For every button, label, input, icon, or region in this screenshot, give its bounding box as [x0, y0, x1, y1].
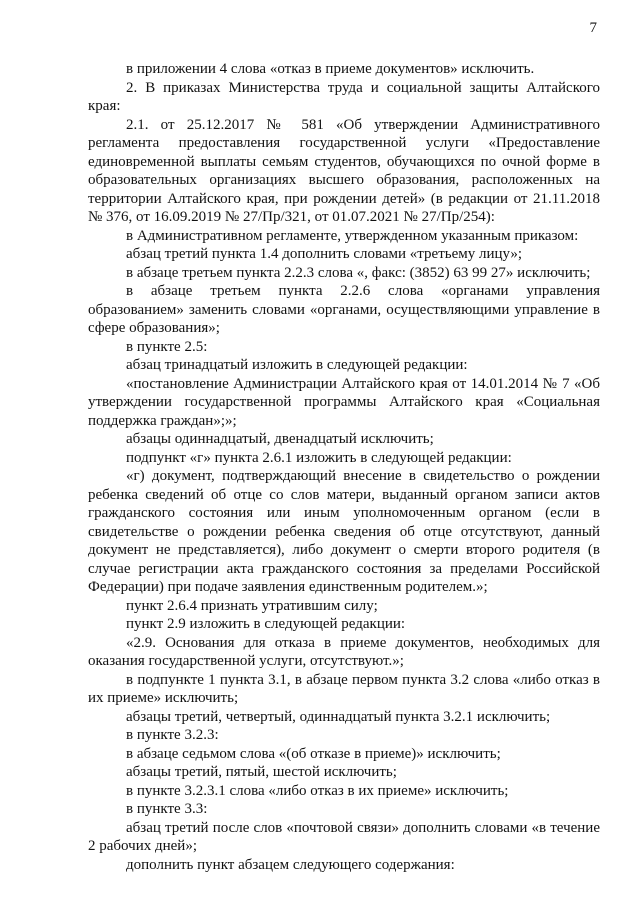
paragraph: абзац третий после слов «почтовой связи» дополнить словами «в течение 2 рабочих дней»; [88, 819, 600, 854]
paragraph: в абзаце седьмом слова «(об отказе в приеме)» исключить; [126, 745, 501, 762]
paragraph: абзацы третий, четвертый, одиннадцатый пункта 3.2.1 исключить; [126, 708, 551, 725]
paragraph: в пункте 3.2.3: [126, 727, 219, 743]
paragraph: «постановление Администрации Алтайского края от 14.01.2014 № 7 «Об утверждении государственной программы Алтайского края «Социальная поддержка граждан»;»; [88, 375, 600, 429]
paragraph: подпункт «г» пункта 2.6.1 изложить в следующей редакции: [126, 449, 512, 466]
paragraph: в пункте 2.5: [126, 338, 208, 355]
paragraph: «2.9. Основания для отказа в приеме документов, необходимых для оказания государственной услуги, отсутствуют.»; [88, 634, 600, 669]
paragraph: в подпункте 1 пункта 3.1, в абзаце первом пункта 3.2 слова «либо отказ в их приеме» исключить; [88, 671, 600, 706]
document-body [88, 60, 600, 874]
paragraph: абзац тринадцатый изложить в следующей редакции: [126, 357, 468, 373]
paragraph: «г) документ, подтверждающий внесение в свидетельство о рождении ребенка сведений об отце со слов матери, выданный органом записи актов гражданского состояния или иным уполномоченным органом (если в свидетельстве о рождении ребенка сведения об отце отсутствуют, данный документ не представляется), либо документ о смерти второго родителя (в случае регистрации акта гражданского состояния за пределами Российской Федерации) при подаче заявления единственным родителем.»; [88, 468, 600, 595]
paragraph: в абзаце третьем пункта 2.2.3 слова «, факс: (3852) 63 99 27» исключить; [126, 264, 591, 281]
paragraph: в Административном регламенте, утвержденном указанным приказом: [126, 227, 579, 244]
paragraph: 2.1. от 25.12.2017 № 581 «Об утверждении Административного регламента предоставления государственной услуги «Предоставление единовременной выплаты семьям студентов, обучающихся по очной форме в образовательных организациях высшего образования, расположенных на территории Алтайского края, при рождении детей» (в редакции от 21.11.2018 № 376, от 16.09.2019 № 27/Пр/321, от 01.07.2021 № 27/Пр/254): [88, 116, 600, 225]
paragraph: в абзаце третьем пункта 2.2.6 слова «органами управления образованием» заменить словами «органами, осуществляющими управление в сфере образования»; [88, 283, 600, 336]
paragraph: пункт 2.9 изложить в следующей редакции: [126, 616, 406, 632]
paragraph: в пункте 3.3: [126, 801, 208, 817]
paragraph: в пункте 3.2.3.1 слова «либо отказ в их приеме» исключить; [126, 782, 509, 799]
paragraph: пункт 2.6.4 признать утратившим силу; [126, 597, 378, 614]
paragraph: абзацы одиннадцатый, двенадцатый исключить; [126, 431, 434, 447]
paragraph: в приложении 4 слова «отказ в приеме документов» исключить. [126, 61, 535, 77]
paragraph: абзац третий пункта 1.4 дополнить словами «третьему лицу»; [126, 246, 523, 262]
paragraph: дополнить пункт абзацем следующего содержания: [126, 856, 455, 873]
paragraph: 2. В приказах Министерства труда и социальной защиты Алтайского края: [88, 79, 600, 114]
paragraph: абзацы третий, пятый, шестой исключить; [126, 764, 397, 780]
page-number: 7 [589, 20, 597, 36]
